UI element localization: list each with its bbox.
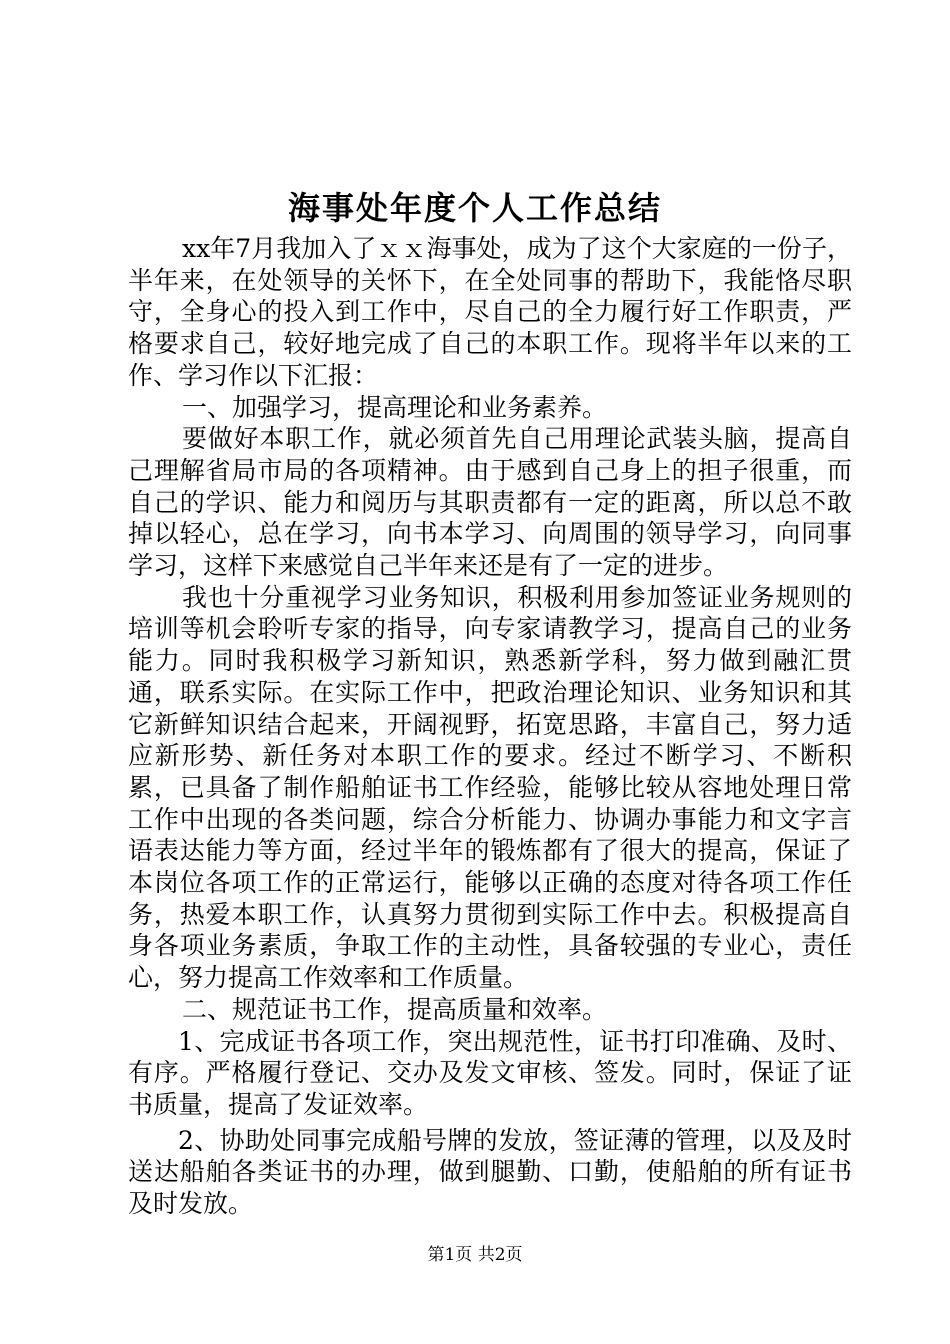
paragraph-business-knowledge: 我也十分重视学习业务知识，积极利用参加签证业务规则的培训等机会聆听专家的指导，向专家请教学习，提高自己的业务能力。同时我积极学习新知识，熟悉新学科，努力做到融汇贯通，联系实际。在实际工作中，把政治理论知识、业务知识和其它新鲜知识结合起来，开阔视野，拓宽思路，丰富自己，努力适应新形势、新任务对本职工作的要求。经过不断学习、不断积累，已具备了制作船舶证书工作经验，能够比较从容地处理日常工作中出现的各类问题，综合分析能力、协调办事能力和文字言语表达能力等方面，经过半年的锻炼都有了很大的提高，保证了本岗位各项工作的正常运行，能够以正确的态度对待各项工作任务，热爱本职工作，认真努力贯彻到实际工作中去。积极提高自身各项业务素质，争取工作的主动性，具备较强的专业心，责任心，努力提高工作效率和工作质量。 [128, 582, 852, 993]
section-heading-1: 一、加强学习，提高理论和业务素养。 [182, 392, 608, 422]
paragraph-study: 要做好本职工作，就必须首先自己用理论武装头脑，提高自己理解省局市局的各项精神。由于感到自己身上的担子很重，而自己的学识、能力和阅历与其职责都有一定的距离，所以总不敢掉以轻心，总在学习，向书本学习、向周围的领导学习，向同事学习，这样下来感觉自己半年来还是有了一定的进步。 [128, 424, 852, 581]
list-item-2: 2、协助处同事完成船号牌的发放，签证薄的管理，以及及时送达船舶各类证书的办理，做到腿勤、口勤，使船舶的所有证书及时发放。 [128, 1125, 852, 1219]
paragraph-intro: xx年7月我加入了ｘｘ海事处，成为了这个大家庭的一份子，半年来，在处领导的关怀下，在全处同事的帮助下，我能恪尽职守，全身心的投入到工作中，尽自己的全力履行好工作职责，严格要求自己，较好地完成了自己的本职工作。现将半年以来的工作、学习作以下汇报： [128, 234, 852, 390]
page-number: 第1页 共2页 [427, 1245, 523, 1265]
document-body [128, 233, 852, 1220]
list-item-1: 1、完成证书各项工作，突出规范性，证书打印准确、及时、有序。严格履行登记、交办及发文审核、签发。同时，保证了证书质量，提高了发证效率。 [128, 1026, 852, 1119]
section-heading-2: 二、规范证书工作，提高质量和效率。 [182, 994, 608, 1024]
page-title: 海事处年度个人工作总结 [287, 189, 662, 227]
